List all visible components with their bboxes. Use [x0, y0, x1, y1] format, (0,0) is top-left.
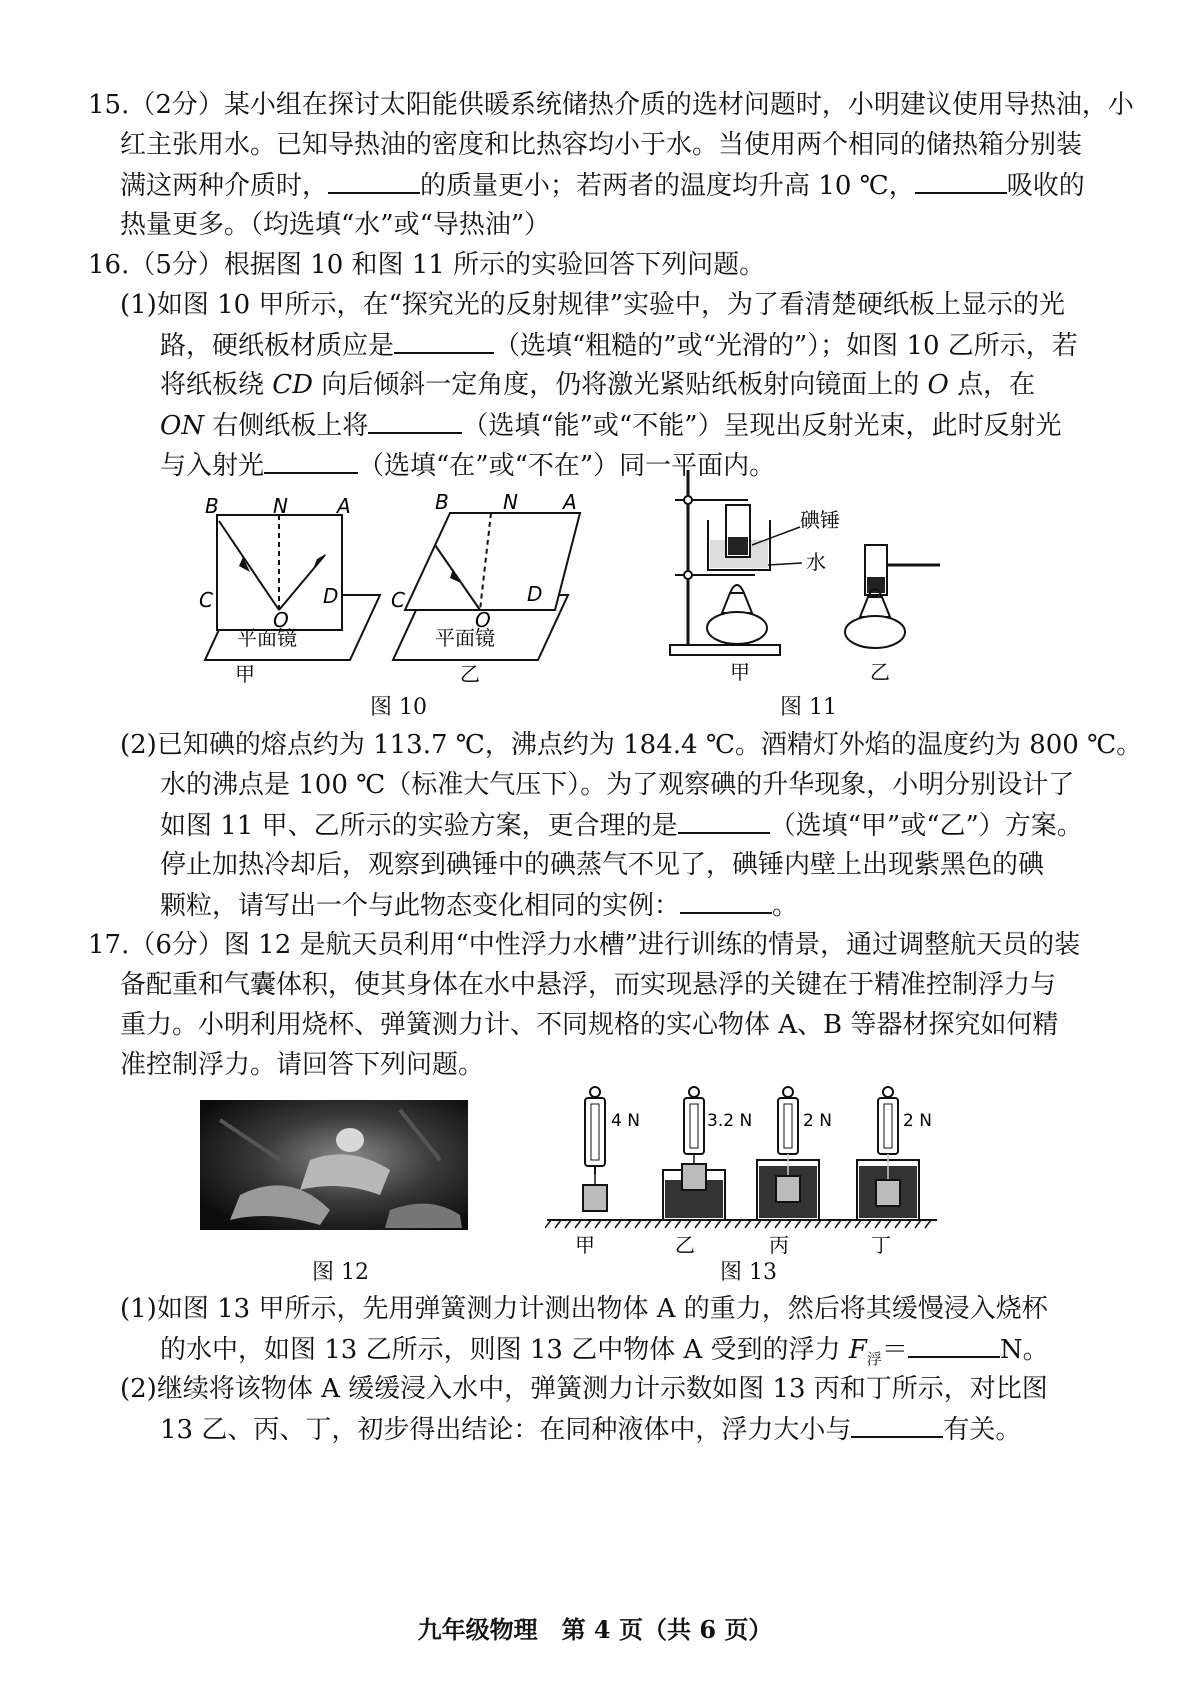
fig13-setup-ding — [857, 1087, 932, 1257]
ground-hatch-mark — [835, 1220, 841, 1228]
q17-line-2: 备配重和气囊体积，使其身体在水中悬浮，而实现悬浮的关键在于精准控制浮力与 — [120, 970, 1057, 1000]
q16-p2-line-5-a: 颗粒，请写出一个与此物态变化相同的实例： — [160, 891, 681, 921]
ground-hatch-mark — [865, 1220, 871, 1228]
answer-blank-5[interactable] — [264, 448, 358, 474]
q17-p1-line-1: (1)如图 13 甲所示，先用弹簧测力计测出物体 A 的重力，然后将其缓慢浸入烧杯 — [120, 1294, 1048, 1324]
ground-hatch-mark — [625, 1220, 631, 1228]
q16-p1-line-2-a: 路，硬纸板材质应是 — [160, 331, 395, 361]
q17-equals: ＝ — [881, 1335, 908, 1365]
fig13-setup-bing — [757, 1087, 832, 1257]
ground-hatch-mark — [695, 1220, 701, 1228]
fig11-panel-b-label: 乙 — [870, 660, 890, 684]
fig10b-panel-label: 乙 — [460, 662, 480, 685]
q16-p2-line-2: 水的沸点是 100 ℃（标准大气压下）。为了观察碘的升华现象，小明分别设计了 — [160, 770, 1075, 800]
fig13-reading-jia: 4 N — [611, 1111, 640, 1131]
q16-p1-line-5-a: 与入射光 — [160, 451, 265, 481]
answer-blank-7[interactable] — [680, 888, 772, 914]
fig11-iodine-hammer-label: 碘锤 — [800, 508, 840, 532]
q17-line-1: 17.（6分）图 12 是航天员利用“中性浮力水槽”进行训练的情景，通过调整航天员的装 — [88, 930, 1081, 960]
fig11-water-label: 水 — [806, 550, 826, 574]
fig10b-label-a: A — [563, 490, 577, 514]
figure-10-panel-b — [391, 490, 580, 685]
ground-hatch-mark — [595, 1220, 601, 1228]
answer-blank-6[interactable] — [678, 808, 770, 834]
ground-hatch-mark — [845, 1220, 851, 1228]
answer-blank-1[interactable] — [328, 168, 420, 194]
fig10a-label-b: B — [205, 494, 219, 518]
q16-p2-line-1: (2)已知碘的熔点约为 113.7 ℃，沸点约为 184.4 ℃。酒精灯外焰的温度约为 800 ℃。 — [120, 730, 1143, 760]
ground-hatch-mark — [555, 1220, 561, 1228]
fig13-label-ding: 丁 — [871, 1233, 891, 1257]
fig10b-label-n: N — [503, 490, 518, 514]
answer-blank-4[interactable] — [368, 408, 462, 434]
ground-hatch-mark — [545, 1220, 551, 1228]
fig10a-label-a: A — [337, 494, 351, 518]
figure-11-caption: 图 11 — [780, 695, 837, 720]
q17-force-subscript: 浮 — [866, 1350, 882, 1369]
fig10b-mirror-label: 平面镜 — [435, 626, 495, 650]
fig10b-label-b: B — [435, 490, 449, 514]
ground-hatch-mark — [885, 1220, 891, 1228]
ground-hatch-mark — [615, 1220, 621, 1228]
ground-hatch-mark — [725, 1220, 731, 1228]
ground-hatch-mark — [875, 1220, 881, 1228]
ground-hatch-mark — [665, 1220, 671, 1228]
ground-hatch-mark — [805, 1220, 811, 1228]
figure-10-caption: 图 10 — [370, 695, 427, 720]
q16-p1-line-4 — [160, 408, 1062, 443]
q16-p1-line-3-a: 将纸板绕 — [160, 370, 273, 400]
ground-hatch-mark — [705, 1220, 711, 1228]
fig13-setup-jia — [575, 1087, 640, 1257]
ground-hatch-mark — [785, 1220, 791, 1228]
q16-p2-line-3 — [160, 808, 1083, 843]
ground-hatch-mark — [565, 1220, 571, 1228]
q16-label-on: ON — [160, 411, 205, 441]
q17-force-symbol: F — [848, 1335, 867, 1365]
fig11-panel-a-label: 甲 — [730, 660, 750, 684]
fig10a-mirror-label: 平面镜 — [237, 626, 297, 650]
q15-line-3-part-b: 的质量更小；若两者的温度均升高 10 ℃， — [420, 171, 915, 201]
fig10b-label-o: O — [475, 608, 491, 632]
q16-p1-line-4-b: （选填“能”或“不能”）呈现出反射光束，此时反射光 — [462, 411, 1062, 441]
q16-p1-line-3-c: 点，在 — [948, 370, 1036, 400]
ground-hatch-mark — [655, 1220, 661, 1228]
answer-blank-9[interactable] — [851, 1412, 943, 1438]
figure-11-panel-a — [670, 470, 780, 684]
ground-hatch-mark — [855, 1220, 861, 1228]
q17-p2-line-2-b: 有关。 — [943, 1415, 1022, 1445]
ground-hatch-mark — [795, 1220, 801, 1228]
q17-p1-line-2 — [160, 1332, 1049, 1376]
q17-unit: N。 — [999, 1335, 1049, 1365]
ground-hatch-mark — [585, 1220, 591, 1228]
figure-12-caption: 图 12 — [312, 1260, 369, 1285]
fig13-label-yi: 乙 — [675, 1233, 695, 1257]
figure-10-panel-a — [199, 494, 380, 685]
q15-line-3 — [120, 168, 1085, 203]
q16-p2-line-5 — [160, 888, 798, 923]
q16-label-cd: CD — [272, 370, 314, 400]
ground-hatch-mark — [685, 1220, 691, 1228]
answer-blank-8[interactable] — [908, 1332, 1000, 1358]
figure-11-panel-b — [845, 545, 940, 684]
fig10b-label-d: D — [527, 582, 543, 606]
ground-hatch-mark — [635, 1220, 641, 1228]
q15-line-4: 热量更多。（均选填“水”或“导热油”） — [120, 210, 551, 240]
ground-hatch-mark — [755, 1220, 761, 1228]
q15-line-3-part-a: 满这两种介质时， — [120, 171, 329, 201]
ground-hatch-mark — [775, 1220, 781, 1228]
ground-hatch-mark — [915, 1220, 921, 1228]
q17-p2-line-1: (2)继续将该物体 A 缓缓浸入水中，弹簧测力计示数如图 13 丙和丁所示，对比图 — [120, 1374, 1048, 1404]
q16-p2-line-3-a: 如图 11 甲、乙所示的实验方案，更合理的是 — [160, 811, 678, 841]
ground-hatch-mark — [905, 1220, 911, 1228]
q16-p1-line-3-b: 向后倾斜一定角度，仍将激光紧贴纸板射向镜面上的 — [313, 370, 928, 400]
q15-line-2: 红主张用水。已知导热油的密度和比热容均小于水。当使用两个相同的储热箱分别装 — [120, 130, 1083, 160]
fig10b-label-c: C — [391, 588, 405, 612]
ground-hatch-mark — [895, 1220, 901, 1228]
fig13-label-jia: 甲 — [575, 1233, 595, 1257]
answer-blank-3[interactable] — [394, 328, 494, 354]
fig13-reading-ding: 2 N — [903, 1111, 932, 1131]
fig13-setup-yi — [663, 1087, 752, 1257]
q16-p1-line-5-b: （选填“在”或“不在”）同一平面内。 — [358, 451, 776, 481]
answer-blank-2[interactable] — [915, 168, 1007, 194]
ground-hatch-mark — [765, 1220, 771, 1228]
ground-hatch-mark — [745, 1220, 751, 1228]
q15-line-3-part-c: 吸收的 — [1006, 171, 1085, 201]
ground-hatch-mark — [815, 1220, 821, 1228]
fig13-reading-yi: 3.2 N — [707, 1111, 753, 1131]
q16-p1-line-2 — [160, 328, 1078, 363]
q16-p1-line-4-a: 右侧纸板上将 — [204, 411, 369, 441]
ground-hatch-mark — [675, 1220, 681, 1228]
figure-11 — [660, 465, 950, 685]
ground-hatch-mark — [735, 1220, 741, 1228]
q17-p1-line-2-a: 的水中，如图 13 乙所示，则图 13 乙中物体 A 受到的浮力 — [160, 1335, 849, 1365]
q16-p1-line-3 — [160, 368, 1035, 402]
ground-hatch-mark — [575, 1220, 581, 1228]
figure-13-caption: 图 13 — [720, 1260, 777, 1285]
q17-p2-line-2 — [160, 1412, 1021, 1447]
q17-line-3: 重力。小明利用烧杯、弹簧测力计、不同规格的实心物体 A、B 等器材探究如何精 — [120, 1010, 1059, 1040]
q17-line-4: 准控制浮力。请回答下列问题。 — [120, 1050, 485, 1080]
q16-p1-line-1: (1)如图 10 甲所示，在“探究光的反射规律”实验中，为了看清楚硬纸板上显示的光 — [120, 290, 1066, 320]
figure-13 — [545, 1082, 940, 1257]
page-footer: 九年级物理 第 4 页（共 6 页） — [417, 1615, 773, 1644]
fig10a-label-c: C — [199, 588, 213, 612]
figure-12-photo — [200, 1100, 468, 1230]
q16-p2-line-4: 停止加热冷却后，观察到碘锤中的碘蒸气不见了，碘锤内壁上出现紫黑色的碘 — [160, 850, 1045, 880]
q16-heading: 16.（5分）根据图 10 和图 11 所示的实验回答下列问题。 — [88, 250, 766, 280]
q16-p2-line-3-b: （选填“甲”或“乙”）方案。 — [769, 811, 1083, 841]
fig10a-label-d: D — [323, 584, 339, 608]
q16-label-o: O — [927, 370, 949, 400]
fig10a-panel-label: 甲 — [235, 662, 255, 685]
fig13-reading-bing: 2 N — [803, 1111, 832, 1131]
ground-hatch-mark — [715, 1220, 721, 1228]
q16-p2-line-5-b: 。 — [772, 891, 799, 921]
fig10a-label-o: O — [273, 608, 289, 632]
q17-p2-line-2-a: 13 乙、丙、丁，初步得出结论：在同种液体中，浮力大小与 — [160, 1415, 852, 1445]
ground-hatch-mark — [825, 1220, 831, 1228]
q16-p1-line-2-b: （选填“粗糙的”或“光滑的”）；如图 10 乙所示，若 — [494, 331, 1078, 361]
fig10a-label-n: N — [273, 494, 288, 518]
ground-hatch-mark — [645, 1220, 651, 1228]
q15-line-1: 15.（2分）某小组在探讨太阳能供暖系统储热介质的选材问题时，小明建议使用导热油，小 — [88, 90, 1134, 120]
ground-hatch-mark — [605, 1220, 611, 1228]
ground-hatch-mark — [925, 1220, 931, 1228]
fig13-label-bing: 丙 — [769, 1233, 789, 1257]
